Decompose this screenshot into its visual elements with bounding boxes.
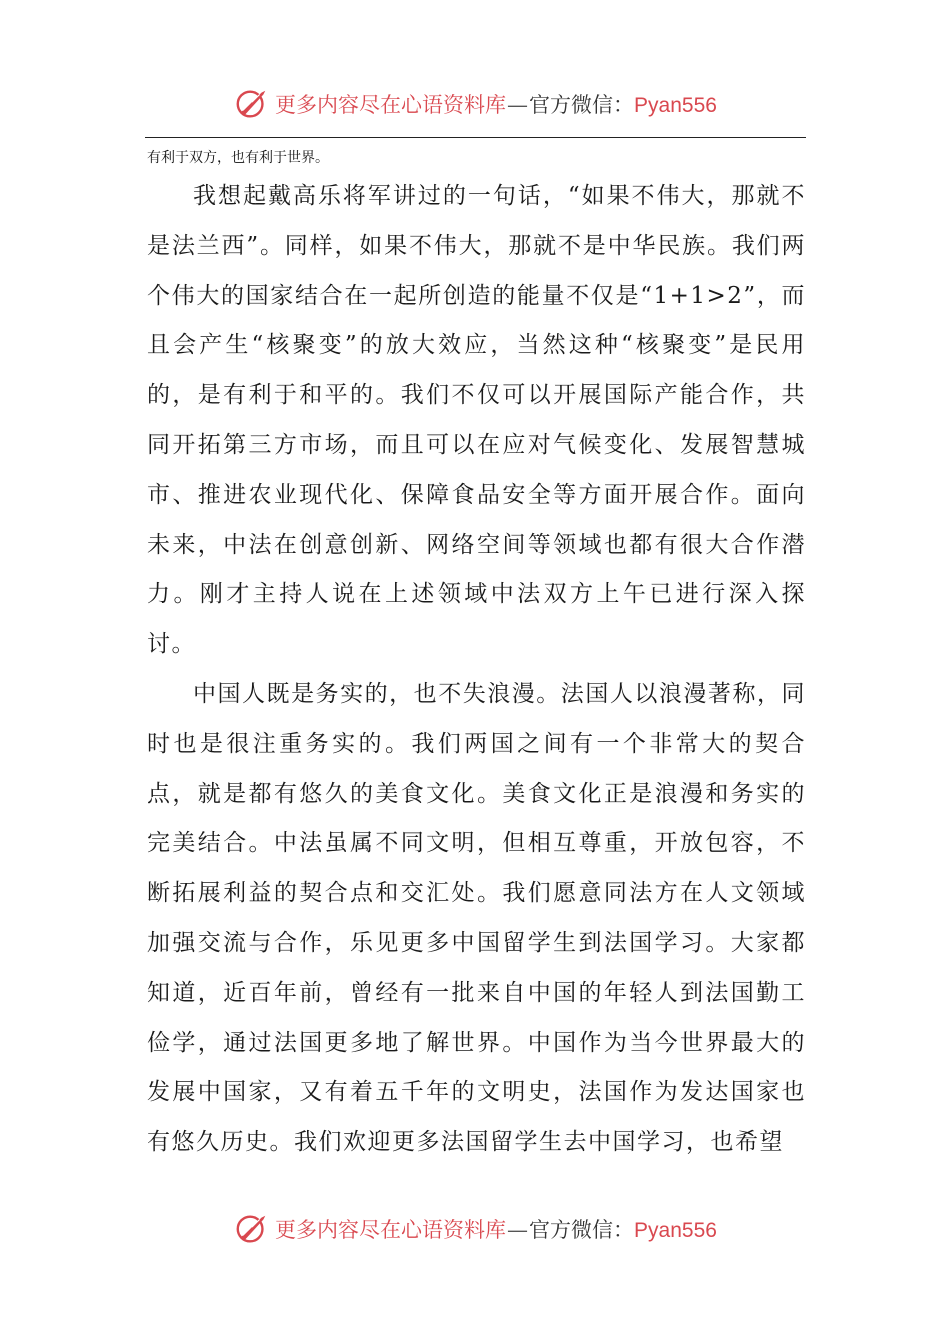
footer-main-text: 更多内容尽在心语资料库 xyxy=(275,1218,507,1242)
paragraph-1: 我想起戴高乐将军讲过的一句话，“如果不伟大，那就不是法兰西”。同样，如果不伟大，那就不是中华民族。我们两个伟大的国家结合在一起所创造的能量不仅是“1+1>2”，而且会产生“核聚变”的放大效应，当然这种“核聚变”是民用的，是有利于和平的。我们不仅可以开展国际产能合作，共同开拓第三方市场，而且可以在应对气候变化、发展智慧城市、推进农业现代化、保障食品安全等方面开展合作。面向未来，中法在创意创新、网络空间等领域也都有很大合作潜力。刚才主持人说在上述领域中法双方上午已进行深入探讨。 xyxy=(147,183,806,658)
footer-label: 官方微信： xyxy=(529,1218,635,1242)
header-dash: — xyxy=(507,93,529,117)
continuation-line: 有利于双方，也有利于世界。 xyxy=(147,150,329,166)
header-banner xyxy=(0,82,950,126)
document-body xyxy=(147,172,806,1168)
footer-dash: — xyxy=(507,1218,529,1242)
header-main-text: 更多内容尽在心语资料库 xyxy=(275,93,507,117)
header-label: 官方微信： xyxy=(529,93,635,117)
quill-pen-logo-icon xyxy=(233,1210,271,1248)
footer-wechat-id: Pyan556 xyxy=(634,1219,717,1242)
footer-text xyxy=(275,1214,717,1244)
header-divider xyxy=(145,137,806,138)
paragraph-2: 中国人既是务实的，也不失浪漫。法国人以浪漫著称，同时也是很注重务实的。我们两国之间有一个非常大的契合点，就是都有悠久的美食文化。美食文化正是浪漫和务实的完美结合。中法虽属不同文明，但相互尊重，开放包容，不断拓展利益的契合点和交汇处。我们愿意同法方在人文领域加强交流与合作，乐见更多中国留学生到法国学习。大家都知道，近百年前，曾经有一批来自中国的年轻人到法国勤工俭学，通过法国更多地了解世界。中国作为当今世界最大的发展中国家，又有着五千年的文明史，法国作为发达国家也有悠久历史。我们欢迎更多法国留学生去中国学习，也希望 xyxy=(147,680,806,1156)
footer-banner xyxy=(0,1207,950,1251)
header-wechat-id: Pyan556 xyxy=(634,94,717,117)
header-text xyxy=(275,89,717,119)
quill-pen-logo-icon xyxy=(233,85,271,123)
